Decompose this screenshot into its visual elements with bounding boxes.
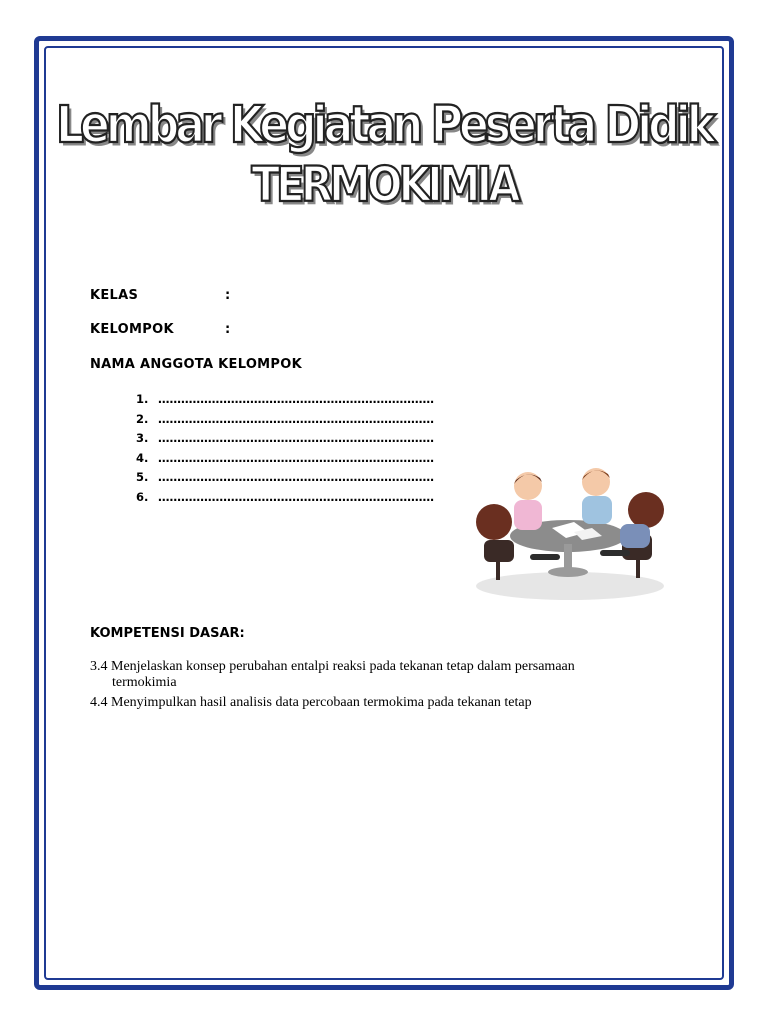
member-blank-line[interactable]: ……………………………………………………………… bbox=[158, 411, 434, 426]
member-blank-line[interactable]: ……………………………………………………………… bbox=[158, 450, 434, 465]
list-item: 3. ……………………………………………………………… bbox=[136, 431, 434, 445]
title-line-2: TERMOKIMIA bbox=[251, 156, 517, 213]
list-item: 2. ……………………………………………………………… bbox=[136, 411, 434, 426]
member-blank-line[interactable]: ……………………………………………………………… bbox=[158, 431, 434, 445]
kelompok-label: KELOMPOK bbox=[90, 322, 174, 337]
kompetensi-item-3-4: 3.4 Menjelaskan konsep perubahan entalpi reaksi pada tekanan tetap dalam persamaan termokimia bbox=[90, 659, 575, 690]
kelas-label: KELAS bbox=[90, 288, 139, 303]
nama-anggota-label: NAMA ANGGOTA KELOMPOK bbox=[90, 357, 302, 372]
list-item: 6. ……………………………………………………………… bbox=[136, 489, 434, 504]
title-line-1: Lembar Kegiatan Peserta Didik bbox=[55, 96, 713, 155]
kompetensi-item-4-4: 4.4 Menyimpulkan hasil analisis data percobaan termokima pada tekanan tetap bbox=[90, 695, 532, 710]
list-item: 5. ……………………………………………………………… bbox=[136, 470, 434, 484]
member-blank-line[interactable]: ……………………………………………………………… bbox=[158, 392, 434, 406]
kelas-colon: : bbox=[225, 288, 231, 303]
kelompok-colon: : bbox=[225, 322, 231, 337]
member-list bbox=[136, 390, 434, 507]
list-item: 4. ……………………………………………………………… bbox=[136, 450, 434, 465]
kompetensi-dasar-heading: KOMPETENSI DASAR: bbox=[90, 626, 245, 641]
member-blank-line[interactable]: ……………………………………………………………… bbox=[158, 489, 434, 504]
member-blank-line[interactable]: ……………………………………………………………… bbox=[158, 470, 434, 484]
group-discussion-illustration bbox=[470, 462, 670, 604]
list-item: 1. ……………………………………………………………… bbox=[136, 392, 434, 406]
